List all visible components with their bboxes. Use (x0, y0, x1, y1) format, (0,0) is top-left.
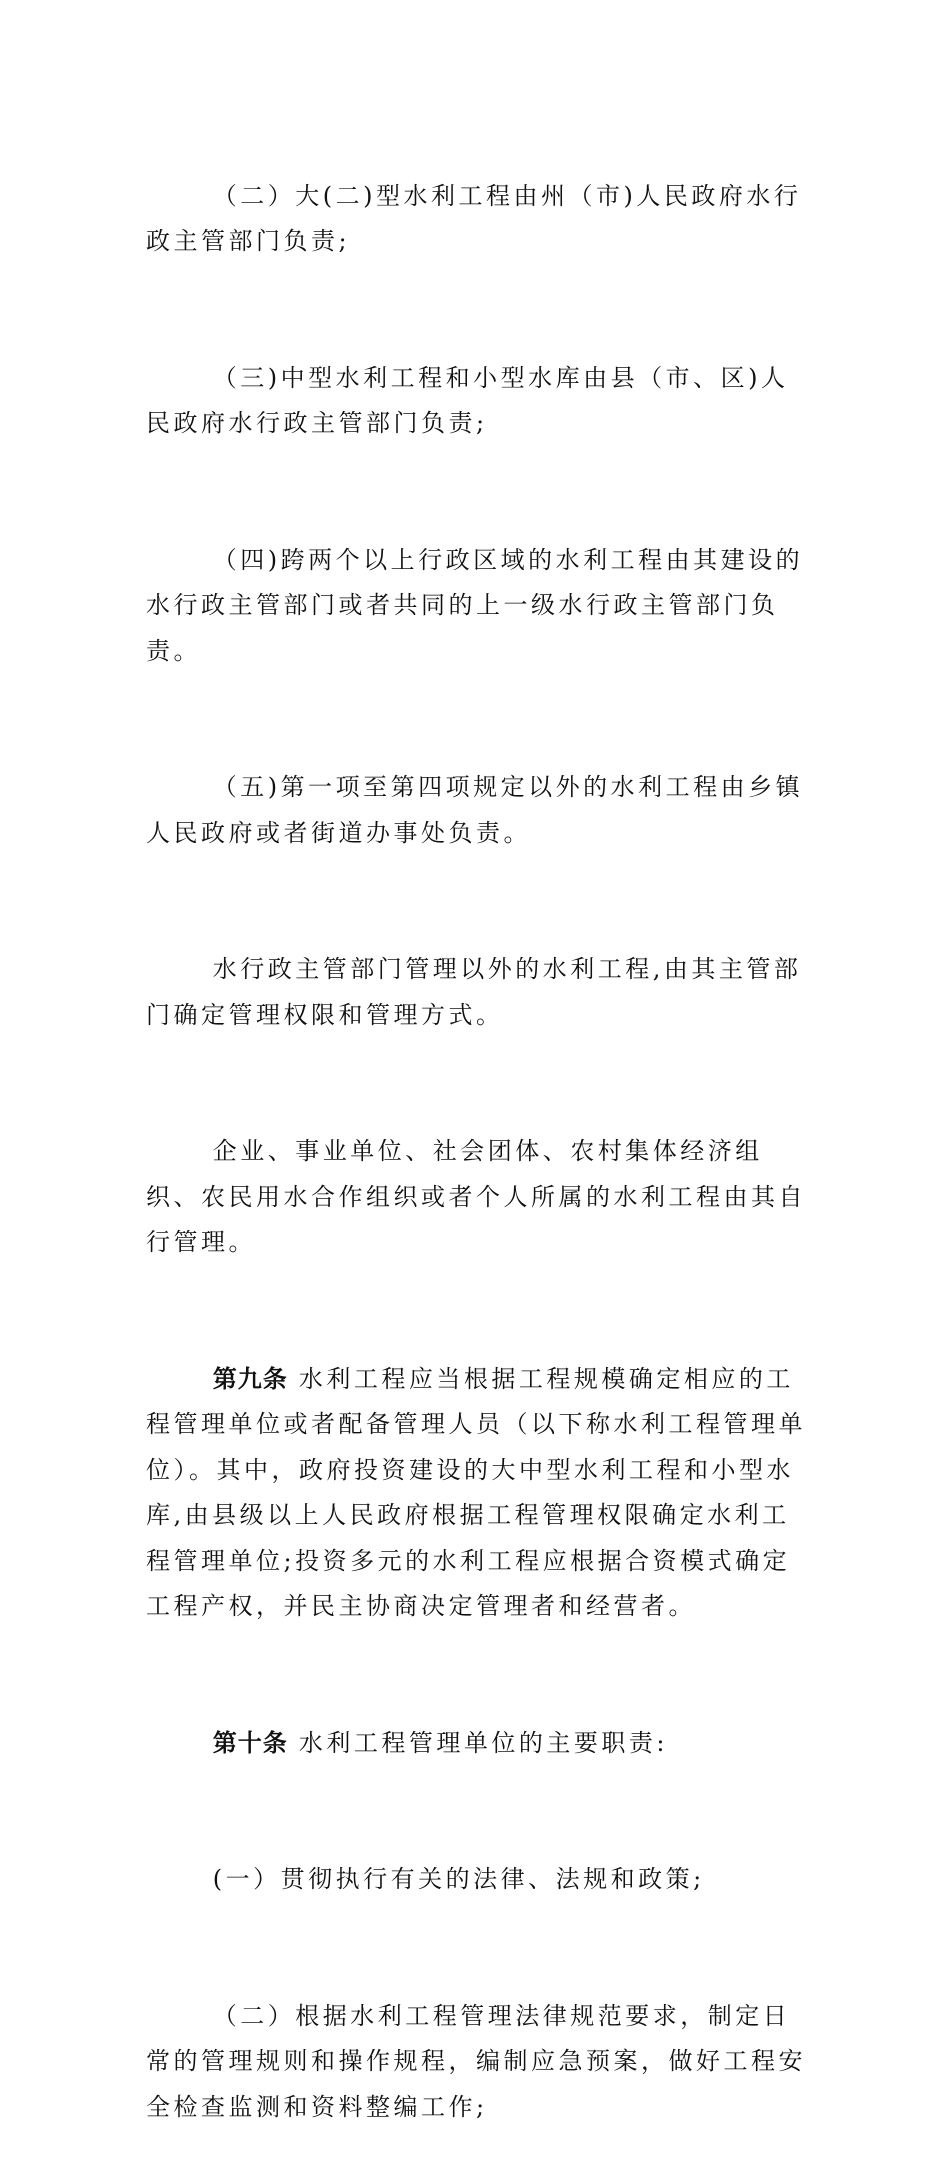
article-heading: 第十条 (212, 1728, 288, 1757)
paragraph-text: (一）贯彻执行有关的法律、法规和政策; (212, 1865, 705, 1893)
paragraph-text: （二）根据水利工程管理法律规范要求，制定日常的管理规则和操作规程，编制应急预案，做好工程安全检查监测和资料整编工作; (146, 2001, 806, 2121)
paragraph-text: 水利工程应当根据工程规模确定相应的工程管理单位或者配备管理人员（以下称水利工程管理单位）。其中，政府投资建设的大中型水利工程和小型水库,由县级以上人民政府根据工程管理权限确定水利工程管理单位;投资多元的水利工程应根据合资模式确定工程产权，并民主协商决定管理者和经营者。 (146, 1364, 806, 1620)
paragraph-text: （三)中型水利工程和小型水库由县（市、区)人民政府水行政主管部门负责; (146, 363, 789, 437)
paragraph-text: 水行政主管部门管理以外的水利工程,由其主管部门确定管理权限和管理方式。 (146, 955, 802, 1029)
paragraph-text: 企业、事业单位、社会团体、农村集体经济组织、农民用水合作组织或者个人所属的水利工程由其自行管理。 (146, 1137, 806, 1256)
article-9 (146, 1311, 808, 1675)
duty-item-1 (146, 1812, 808, 1949)
duty-item-2 (146, 1948, 808, 2176)
paragraph-text: （二）大(二)型水利工程由州（市)人民政府水行政主管部门负责; (146, 181, 802, 255)
document-body (146, 128, 808, 2176)
paragraph-item-4 (146, 492, 808, 720)
paragraph-text: 水利工程管理单位的主要职责: (287, 1728, 668, 1757)
article-heading: 第九条 (212, 1364, 288, 1393)
paragraph-text: （五)第一项至第四项规定以外的水利工程由乡镇人民政府或者街道办事处负责。 (146, 773, 804, 847)
paragraph-self-managed (146, 1084, 808, 1312)
paragraph-item-5 (146, 720, 808, 902)
article-10 (146, 1675, 808, 1812)
paragraph-item-2 (146, 128, 808, 310)
paragraph-text: （四)跨两个以上行政区域的水利工程由其建设的水行政主管部门或者共同的上一级水行政主管部门负责。 (146, 545, 804, 665)
paragraph-other-departments (146, 902, 808, 1084)
paragraph-item-3 (146, 310, 808, 492)
